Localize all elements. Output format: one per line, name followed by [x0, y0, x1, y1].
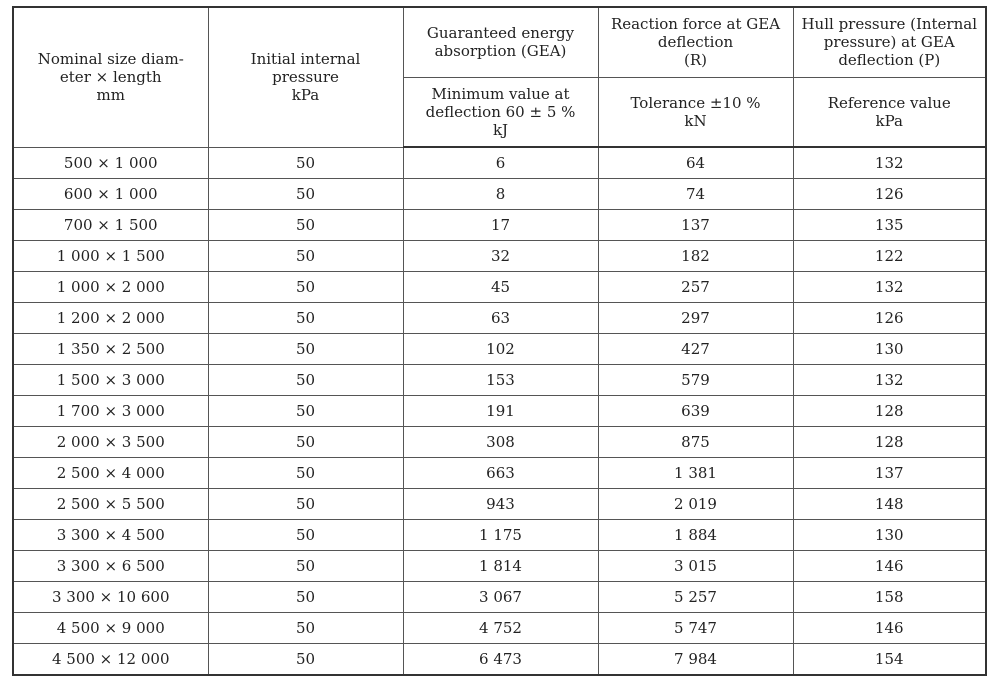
hull-pressure-cell: 128 — [793, 427, 986, 458]
gea-value-cell: 308 — [403, 427, 598, 458]
reaction-force-cell: 5 257 — [598, 582, 793, 613]
table-row — [13, 489, 986, 520]
initial-pressure-cell: 50 — [208, 396, 403, 427]
hull-pressure-cell: 137 — [793, 458, 986, 489]
nominal-size-cell: 2 000 × 3 500 — [13, 427, 208, 458]
table-row — [13, 303, 986, 334]
table-row — [13, 272, 986, 303]
gea-value-cell: 17 — [403, 210, 598, 241]
gea-value-cell: 3 067 — [403, 582, 598, 613]
nominal-size-cell: 1 500 × 3 000 — [13, 365, 208, 396]
reaction-force-cell: 579 — [598, 365, 793, 396]
reaction-force-cell: 137 — [598, 210, 793, 241]
table-row — [13, 396, 986, 427]
initial-pressure-cell: 50 — [208, 334, 403, 365]
table-row — [13, 613, 986, 644]
gea-value-cell: 191 — [403, 396, 598, 427]
hull-pressure-cell: 132 — [793, 365, 986, 396]
gea-value-cell: 45 — [403, 272, 598, 303]
nominal-size-cell: 4 500 × 12 000 — [13, 644, 208, 676]
initial-pressure-cell: 50 — [208, 272, 403, 303]
nominal-size-cell: 3 300 × 6 500 — [13, 551, 208, 582]
initial-pressure-cell: 50 — [208, 489, 403, 520]
reaction-force-cell: 1 381 — [598, 458, 793, 489]
gea-value-cell: 32 — [403, 241, 598, 272]
table-row — [13, 582, 986, 613]
hull-pressure-cell: 122 — [793, 241, 986, 272]
hull-pressure-cell: 146 — [793, 613, 986, 644]
reaction-force-cell: 182 — [598, 241, 793, 272]
reaction-force-cell: 74 — [598, 179, 793, 210]
initial-pressure-cell: 50 — [208, 613, 403, 644]
header-initial-pressure: Initial internal pressure kPa — [208, 7, 403, 147]
reaction-force-cell: 427 — [598, 334, 793, 365]
table-body — [13, 147, 986, 675]
table-row — [13, 551, 986, 582]
nominal-size-cell: 2 500 × 4 000 — [13, 458, 208, 489]
table-row — [13, 241, 986, 272]
initial-pressure-cell: 50 — [208, 147, 403, 179]
hull-pressure-cell: 135 — [793, 210, 986, 241]
hull-pressure-cell: 130 — [793, 334, 986, 365]
reaction-force-cell: 875 — [598, 427, 793, 458]
initial-pressure-cell: 50 — [208, 210, 403, 241]
reaction-force-cell: 639 — [598, 396, 793, 427]
gea-value-cell: 153 — [403, 365, 598, 396]
nominal-size-cell: 700 × 1 500 — [13, 210, 208, 241]
header-reaction-group: Reaction force at GEA deflection (R) — [598, 7, 793, 77]
initial-pressure-cell: 50 — [208, 303, 403, 334]
reaction-force-cell: 2 019 — [598, 489, 793, 520]
nominal-size-cell: 3 300 × 4 500 — [13, 520, 208, 551]
reaction-force-cell: 7 984 — [598, 644, 793, 676]
gea-value-cell: 1 814 — [403, 551, 598, 582]
nominal-size-cell: 500 × 1 000 — [13, 147, 208, 179]
hull-pressure-cell: 130 — [793, 520, 986, 551]
table-row — [13, 427, 986, 458]
gea-value-cell: 1 175 — [403, 520, 598, 551]
nominal-size-cell: 1 000 × 1 500 — [13, 241, 208, 272]
hull-pressure-cell: 126 — [793, 179, 986, 210]
reaction-force-cell: 64 — [598, 147, 793, 179]
reaction-force-cell: 5 747 — [598, 613, 793, 644]
hull-pressure-cell: 146 — [793, 551, 986, 582]
fender-performance-table — [12, 6, 987, 676]
gea-value-cell: 943 — [403, 489, 598, 520]
initial-pressure-cell: 50 — [208, 458, 403, 489]
reaction-force-cell: 1 884 — [598, 520, 793, 551]
hull-pressure-cell: 158 — [793, 582, 986, 613]
nominal-size-cell: 2 500 × 5 500 — [13, 489, 208, 520]
nominal-size-cell: 3 300 × 10 600 — [13, 582, 208, 613]
header-hull-sub: Reference value kPa — [793, 77, 986, 147]
header-gea-group: Guaranteed energy absorption (GEA) — [403, 7, 598, 77]
nominal-size-cell: 600 × 1 000 — [13, 179, 208, 210]
gea-value-cell: 4 752 — [403, 613, 598, 644]
initial-pressure-cell: 50 — [208, 241, 403, 272]
gea-value-cell: 8 — [403, 179, 598, 210]
gea-value-cell: 6 473 — [403, 644, 598, 676]
hull-pressure-cell: 126 — [793, 303, 986, 334]
initial-pressure-cell: 50 — [208, 520, 403, 551]
gea-value-cell: 6 — [403, 147, 598, 179]
header-hull-group: Hull pressure (Internal pressure) at GEA deflection (P) — [793, 7, 986, 77]
gea-value-cell: 102 — [403, 334, 598, 365]
gea-value-cell: 663 — [403, 458, 598, 489]
table-row — [13, 147, 986, 179]
hull-pressure-cell: 154 — [793, 644, 986, 676]
header-gea-sub: Minimum value at deflection 60 ± 5 % kJ — [403, 77, 598, 147]
header-nominal-size: Nominal size diam- eter × length mm — [13, 7, 208, 147]
table-row — [13, 210, 986, 241]
nominal-size-cell: 1 000 × 2 000 — [13, 272, 208, 303]
hull-pressure-cell: 132 — [793, 147, 986, 179]
initial-pressure-cell: 50 — [208, 582, 403, 613]
nominal-size-cell: 1 700 × 3 000 — [13, 396, 208, 427]
hull-pressure-cell: 128 — [793, 396, 986, 427]
header-reaction-sub: Tolerance ±10 % kN — [598, 77, 793, 147]
nominal-size-cell: 1 350 × 2 500 — [13, 334, 208, 365]
initial-pressure-cell: 50 — [208, 644, 403, 676]
nominal-size-cell: 1 200 × 2 000 — [13, 303, 208, 334]
hull-pressure-cell: 148 — [793, 489, 986, 520]
table-row — [13, 458, 986, 489]
table-row — [13, 334, 986, 365]
table-row — [13, 365, 986, 396]
initial-pressure-cell: 50 — [208, 551, 403, 582]
nominal-size-cell: 4 500 × 9 000 — [13, 613, 208, 644]
reaction-force-cell: 297 — [598, 303, 793, 334]
initial-pressure-cell: 50 — [208, 179, 403, 210]
table-row — [13, 644, 986, 676]
table-row — [13, 179, 986, 210]
table-row — [13, 520, 986, 551]
initial-pressure-cell: 50 — [208, 427, 403, 458]
reaction-force-cell: 3 015 — [598, 551, 793, 582]
reaction-force-cell: 257 — [598, 272, 793, 303]
hull-pressure-cell: 132 — [793, 272, 986, 303]
gea-value-cell: 63 — [403, 303, 598, 334]
initial-pressure-cell: 50 — [208, 365, 403, 396]
